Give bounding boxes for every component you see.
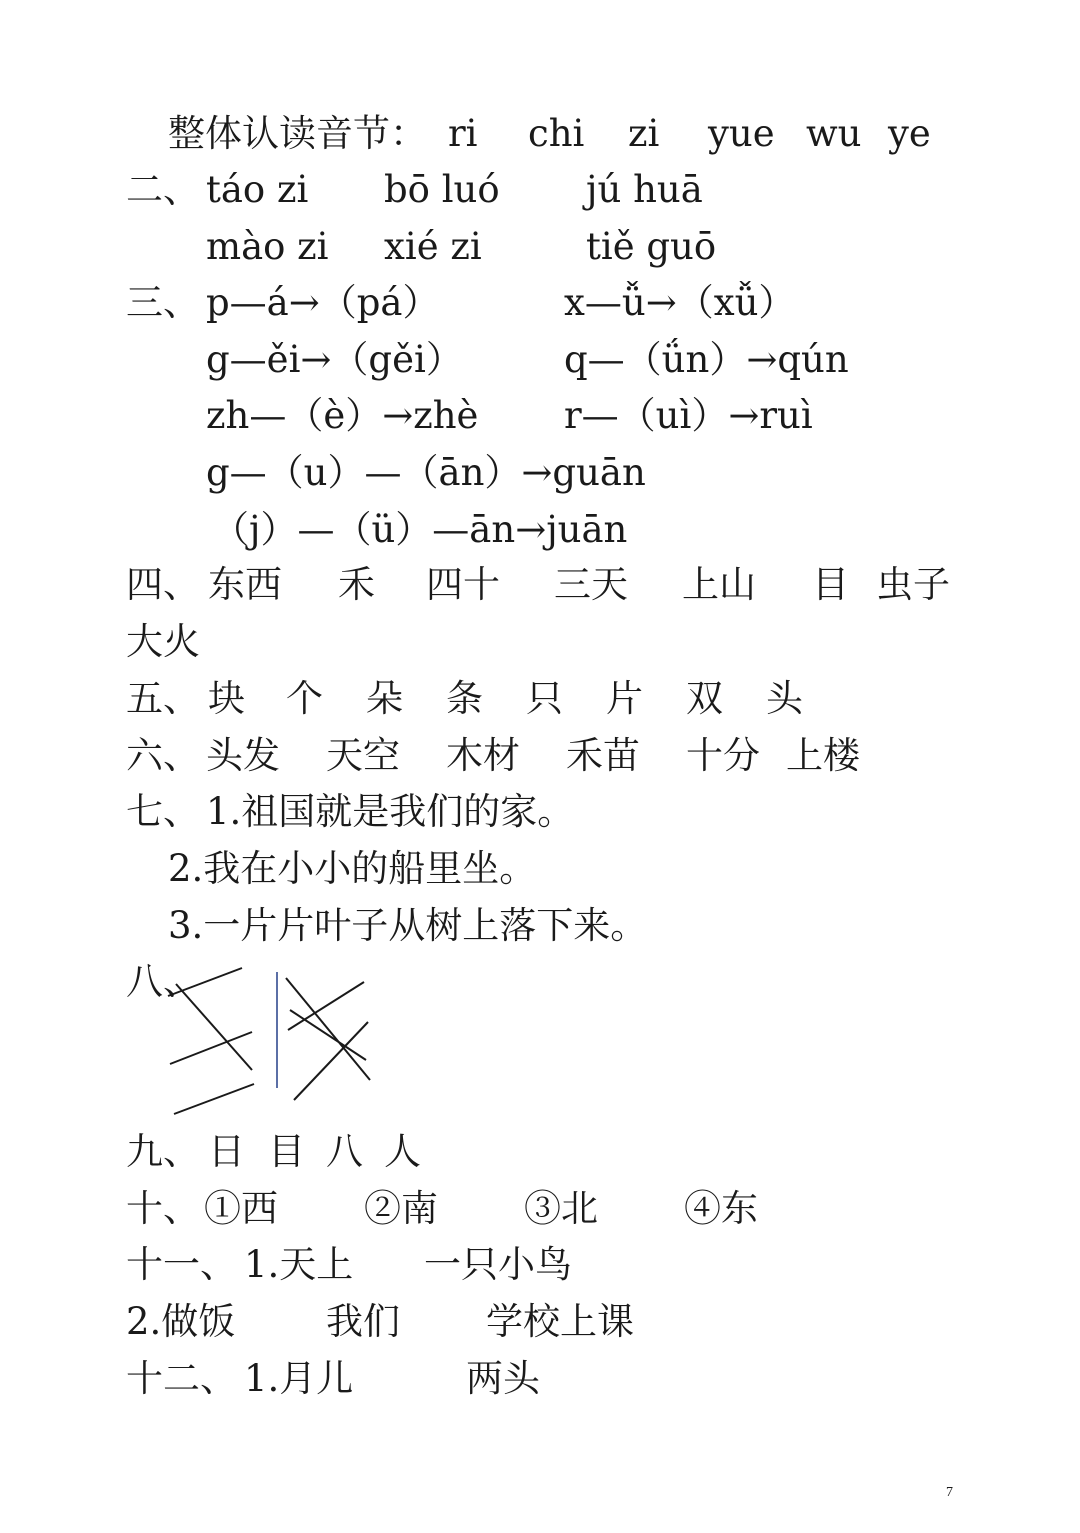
matching-lines-right (286, 978, 370, 1100)
answer-word: 我们 (326, 1300, 400, 1343)
syllable-1: ri (448, 112, 478, 155)
spelling-item: g—（u）—（ān）→guān (206, 451, 646, 494)
answer-word: 双 (686, 677, 723, 720)
answer-word: 东西 (208, 563, 282, 606)
answer-word: 头发 (206, 734, 280, 777)
answer-word: ②南 (364, 1187, 438, 1230)
section-label: 九、 (126, 1130, 200, 1173)
answer-word: ④东 (684, 1187, 758, 1230)
header-label: 整体认读音节： (168, 112, 427, 155)
syllable-4: yue (708, 112, 775, 155)
answer-word: 虫子 (876, 563, 950, 606)
spelling-item: x—ǚ→（xǚ） (564, 281, 796, 324)
section-label: 三、 (126, 281, 200, 324)
syllable-6: ye (888, 112, 931, 155)
section-label: 六、 (126, 734, 200, 777)
answer-word: 一只小鸟 (424, 1243, 572, 1286)
answer-word: 人 (384, 1130, 421, 1173)
pinyin-word: mào zi (206, 225, 329, 268)
page-number: 7 (946, 1485, 953, 1500)
pinyin-word: jú huā (586, 168, 703, 211)
section-label: 八、 (126, 960, 200, 1003)
answer-word: ③北 (524, 1187, 598, 1230)
section-label: 十二、 (126, 1357, 237, 1400)
section-label: 二、 (126, 168, 200, 211)
match-line (288, 982, 364, 1030)
section-12-row (0, 1357, 1080, 1533)
answer-word: 两头 (466, 1357, 540, 1400)
answer-word: ①西 (204, 1187, 278, 1230)
pinyin-word: táo zi (206, 168, 309, 211)
answer-word: 头 (766, 677, 803, 720)
match-line (174, 1084, 254, 1114)
spelling-item: r—（uì）→ruì (564, 394, 813, 437)
answer-word: 目 (812, 563, 849, 606)
matching-lines-left (168, 968, 254, 1114)
spelling-item: q—（ǘn）→qún (564, 338, 849, 381)
answer-word: 三天 (554, 563, 628, 606)
syllable-2: chi (528, 112, 585, 155)
answer-word: 禾 (338, 563, 375, 606)
sentence: 1.祖国就是我们的家。 (206, 790, 575, 833)
pinyin-word: xié zi (384, 225, 482, 268)
answer-word: 条 (446, 677, 483, 720)
answer-word: 块 (208, 677, 245, 720)
answer-word: 1.月儿 (244, 1357, 354, 1400)
section-label: 四、 (126, 563, 200, 606)
section-label: 十一、 (126, 1243, 237, 1286)
answer-word: 天空 (326, 734, 400, 777)
match-line (170, 1032, 252, 1064)
spelling-item: （j）—（ü）—ān→juān (212, 508, 628, 551)
pinyin-word: bō luó (384, 168, 500, 211)
answer-word: 1.天上 (244, 1243, 354, 1286)
section-label: 五、 (126, 677, 200, 720)
spelling-item: zh—（è）→zhè (206, 394, 479, 437)
answer-word: 朵 (366, 677, 403, 720)
answer-word: 禾苗 (566, 734, 640, 777)
syllable-5: wu (806, 112, 862, 155)
answer-word: 大火 (126, 620, 200, 663)
answer-word: 上山 (682, 563, 756, 606)
sentence: 2.我在小小的船里坐。 (168, 847, 537, 890)
section-label: 十、 (126, 1187, 200, 1230)
answer-word: 2.做饭 (126, 1300, 236, 1343)
matching-lines-diagram (120, 960, 380, 1120)
answer-word: 上楼 (786, 734, 860, 777)
spelling-item: p—á→（pá） (206, 281, 440, 324)
answer-word: 日 (208, 1130, 245, 1173)
sentence: 3.一片片叶子从树上落下来。 (168, 904, 648, 947)
answer-word: 八 (326, 1130, 363, 1173)
syllable-3: zi (628, 112, 660, 155)
match-line (168, 968, 242, 996)
answer-word: 只 (526, 677, 563, 720)
section-label: 七、 (126, 790, 200, 833)
pinyin-word: tiě guō (586, 225, 717, 268)
answer-word: 个 (286, 677, 323, 720)
answer-word: 木材 (446, 734, 520, 777)
answer-word: 四十 (426, 563, 500, 606)
answer-word: 学校上课 (486, 1300, 634, 1343)
spelling-item: g—ěi→（gěi） (206, 338, 463, 381)
answer-word: 目 (268, 1130, 305, 1173)
answer-word: 十分 (686, 734, 760, 777)
answer-word: 片 (606, 677, 643, 720)
